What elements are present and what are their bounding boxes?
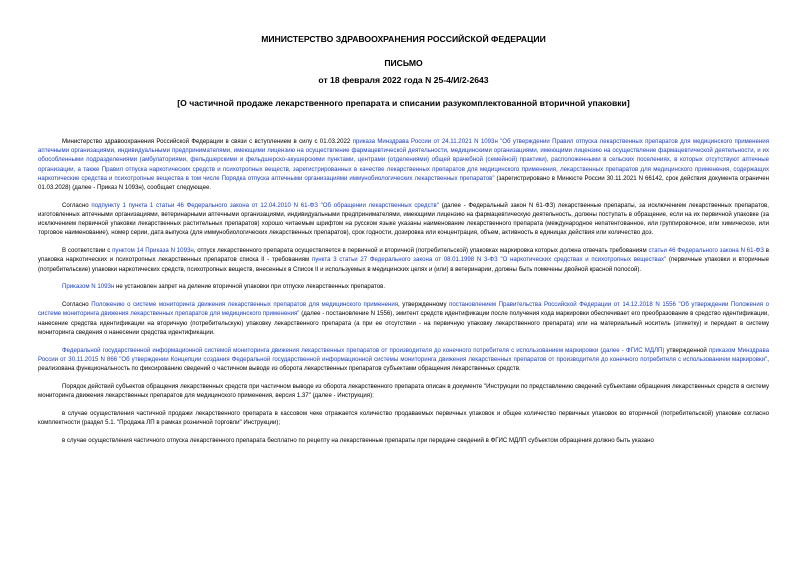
fgis-mdlp-link[interactable]: Федеральной государственной информационной системой мониторинга движения лекарственных препаратов от производителя до конечного потребителя с использованием маркировки (далее - ФГИС МДЛП): [62, 346, 665, 354]
paragraph-text: , реализована функциональность по фиксированию сведений о частичном выводе из оборота лекарственных препаратов субъектами обращения лекарственных средств.: [38, 355, 769, 373]
document-subject: [О частичной продаже лекарственного препарата и списании разукомплектованной вторичной упаковки]: [177, 98, 630, 108]
document-type: ПИСЬМО: [384, 58, 423, 68]
paragraph-text: Министерство здравоохранения Российской Федерации в связи с вступлением в силу с 01.03.2022: [62, 138, 353, 145]
paragraph-text: (первичные упаковки и вторичные (потребительские) упаковки наркотических средств, психотропных веществ, внесенных в Список II и используемых в медицинских целях и (или) в ветеринарии, должны быть помечены двойной красной полосой).: [38, 256, 769, 273]
law-3fz-link[interactable]: пункта 3 статьи 27 Федерального закона от 08.01.1998 N 3-ФЗ "О наркотических средствах и психотропных веществах": [311, 256, 667, 264]
law-61fz-article46-link[interactable]: статьи 46 Федерального закона N 61-ФЗ: [648, 247, 764, 255]
paragraph-text: утвержденной: [664, 346, 709, 354]
monitoring-regulation-link[interactable]: Положению о системе мониторинга движения лекарственных препаратов для медицинского применения: [91, 301, 399, 309]
paragraph-text: (далее - постановление N 1556), эмитент средств идентификации после получения кода маркировки обеспечивает его преобразование в средство идентификации, нанесение средства идентификации на вторичную (потребительскую) упаковку лекарственного препарата (а при ее отсутствии - на первичную упаковку лекарственного препарата) или на материальный носитель (этикетку) и передает в систему мониторинга сведения о нанесении средства идентификации.: [38, 310, 769, 336]
paragraph: [38, 346, 769, 374]
order-1093n-item14-link[interactable]: пунктом 14 Приказа N 1093н: [112, 247, 194, 255]
paragraph: [38, 201, 769, 238]
order-866-link[interactable]: приказом Минздрава России от 30.11.2015 N 866 "Об утверждении Концепции создания Федеральной государственной информационной системы мониторинга движения лекарственных препаратов от производителя до конечного потребителя с использованием маркировки": [38, 346, 770, 363]
order-1093n-link[interactable]: Приказом N 1093н: [62, 283, 115, 291]
paragraph-text: в случае осуществления частичного отпуска лекарственного препарата бесплатно по рецепту на лекарственные препараты при передаче сведений в ФГИС МДЛП субъектом обращения должно быть указано: [62, 436, 654, 444]
paragraph: [38, 300, 769, 337]
paragraph: [38, 282, 769, 291]
document-body: [38, 137, 769, 454]
paragraph-text: Согласно: [62, 201, 92, 209]
paragraph: [38, 137, 769, 192]
paragraph: [38, 382, 769, 400]
ministry-title: МИНИСТЕРСТВО ЗДРАВООХРАНЕНИЯ РОССИЙСКОЙ ФЕДЕРАЦИИ: [261, 34, 546, 44]
paragraph-text: в случае осуществления частичной продажи лекарственного препарата в кассовом чеке отражается количество продаваемых первичных упаковок и общее количество первичных упаковок во вторичной (потребительской) упаковке согласно комплектности (раздел 5.1. "Продажа ЛП в рамках розничной торговли" Инструкции);: [38, 409, 769, 427]
government-decree-1556-link[interactable]: постановлением Правительства Российской Федерации от 14.12.2018 N 1556 "Об утверждении Положения о системе мониторинга движения лекарственных препаратов для медицинского применения": [38, 301, 769, 318]
paragraph-text: не установлен запрет на деление вторичной упаковки при отпуске лекарственных препаратов.: [114, 283, 386, 291]
paragraph-text: (далее - Федеральный закон N 61-ФЗ) лекарственные препараты, за исключением лекарственных препаратов, изготовленных аптечными организациями, ветеринарными аптечными организациями, индивидуальными предпринимателями, имеющими лицензию на фармацевтическую деятельность, должны поступать в обращение, если на их первичной упаковке (за исключением первичной упаковки лекарственных растительных препаратов) хорошо читаемым шрифтом на русском языке указаны наименование лекарственного препарата (международное непатентованное, или группировочное, или химическое, или торговое наименование), номер серии, дата выпуска (для иммунобиологических лекарственных препаратов), срок годности, дозировка или концентрация, объем, активность в единицах действия или количество доз.: [38, 201, 769, 237]
paragraph: [38, 436, 769, 445]
paragraph-text: , отпуск лекарственного препарата осуществляется в первичной и вторичной (потребительской) упаковках маркировка которых должна отвечать требованиям: [193, 247, 649, 255]
order-1093n-link[interactable]: приказа Минздрава России от 24.11.2021 N 1093н "Об утверждении Правил отпуска лекарственных препаратов для медицинского применения аптечными организациями, индивидуальными предпринимателями, имеющими лицензию на осуществление фармацевтической деятельности, медицинскими организациями, имеющими лицензию на осуществление фармацевтической деятельности, и их обособленными подразделениями (амбулаториями, фельдшерскими и фельдшерско-акушерскими пунктами, центрами (отделениями) общей врачебной (семейной) практики), расположенными в сельских поселениях, в которых отсутствуют аптечные организации, а также Правил отпуска наркотических средств и психотропных веществ, зарегистрированных в качестве лекарственных препаратов для медицинского применения, лекарственных препаратов для медицинского применения, содержащих наркотические средства и психотропные вещества в том числе Порядка отпуска аптечными организациями иммунобиологических лекарственных препаратов": [38, 138, 769, 182]
paragraph-text: , утвержденному: [398, 301, 450, 309]
paragraph-text: В соответствии с: [62, 247, 113, 255]
paragraph: [38, 409, 769, 427]
paragraph-text: (зарегистрировано в Минюсте России 30.11.2021 N 66142, срок действия документа ограничен 01.03.2028) (далее - Приказ N 1093н), сообщает следующее.: [38, 174, 769, 192]
document-date-number: от 18 февраля 2022 года N 25-4/И/2-2643: [318, 75, 489, 85]
paragraph-text: Согласно: [62, 301, 92, 309]
paragraph-text: в упаковка наркотических и психотропных лекарственных препаратов списка II - требованиям: [38, 247, 769, 264]
paragraph-text: Порядок действий субъектов обращения лекарственных средств при частичном выводе из оборота лекарственного препарата описан в документе "Инструкции по представлению сведений субъектами обращения лекарственных средств в систему мониторинга движения лекарственных препаратов для медицинского применения, версия 1.37" (далее - Инструкция):: [38, 382, 769, 400]
paragraph: [38, 246, 769, 274]
law-61fz-article46-link[interactable]: подпункту 1 пункта 1 статьи 46 Федерального закона от 12.04.2010 N 61-ФЗ "Об обращении лекарственных средств": [91, 201, 439, 209]
